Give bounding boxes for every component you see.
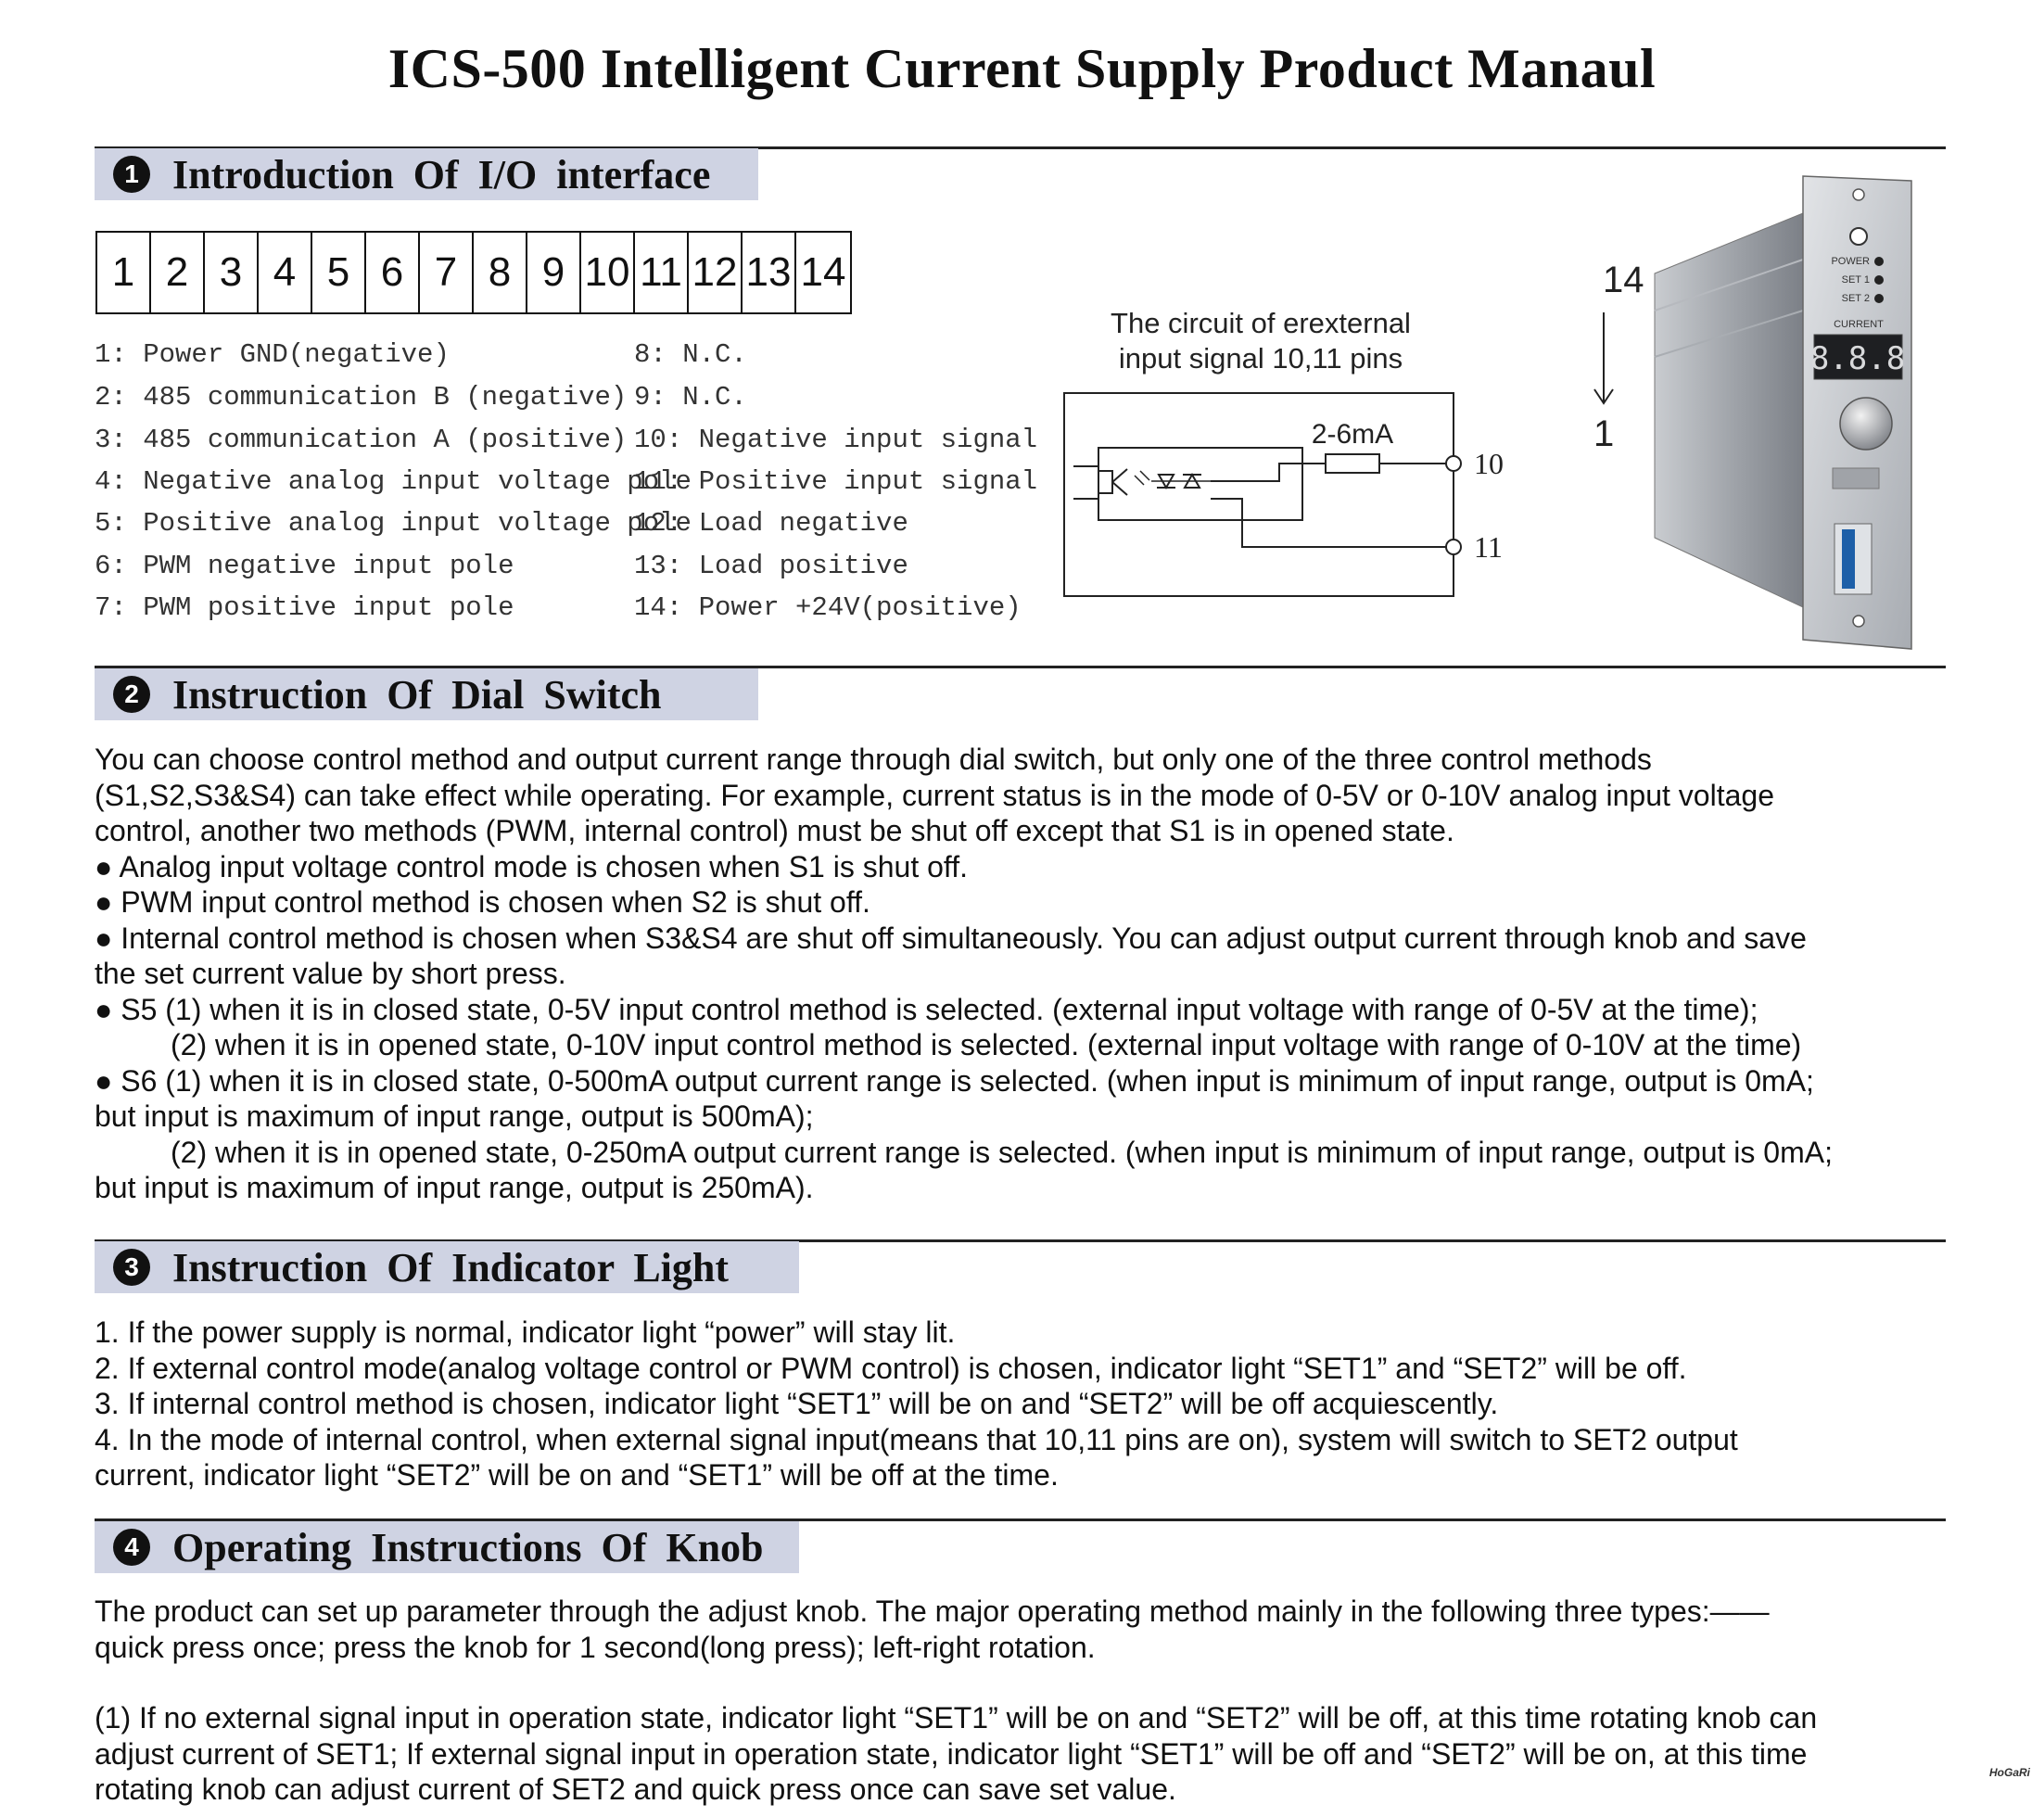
device-bottom-pin-label: 1 — [1593, 413, 1615, 454]
section-title: Operating Instructions Of Knob — [172, 1524, 764, 1570]
pin-description: 6: PWM negative input pole — [95, 551, 514, 581]
bullet-item: ● PWM input control method is chosen when S2 is shut off. — [95, 885, 870, 919]
pin-cell: 3 — [205, 233, 259, 312]
pin-cell: 12 — [689, 233, 743, 312]
section-title: Introduction Of I/O interface — [172, 151, 711, 197]
power-led-icon — [1874, 257, 1884, 266]
pin-description: 12: Load negative — [634, 508, 908, 539]
dial-switch-block — [1842, 529, 1855, 589]
current-label: CURRENT — [1834, 319, 1884, 330]
text-line: 2. If external control mode(analog voltage control or PWM control) is chosen, indicator light “SET1” and “SET2” will be off. — [95, 1351, 1687, 1385]
pin-description: 2: 485 communication B (negative) — [95, 382, 628, 413]
pin-cell: 1 — [97, 233, 151, 312]
text-line: but input is maximum of input range, output is 250mA). — [95, 1171, 814, 1204]
pin-description: 14: Power +24V(positive) — [634, 592, 1022, 623]
set2-led-label: SET 2 — [1841, 293, 1870, 304]
adjust-knob — [1840, 398, 1892, 450]
section-title: Instruction Of Indicator Light — [172, 1244, 730, 1290]
pin-cell: 6 — [366, 233, 420, 312]
text-line: (2) when it is in opened state, 0-10V input control method is selected. (external input voltage with range of 0-10V at the time) — [171, 1028, 1802, 1061]
text-line: rotating knob can adjust current of SET2 and quick press once can save set value. — [95, 1773, 1176, 1806]
text-line: (1) If no external signal input in operation state, indicator light “SET1” will be on and “SET2” will be off, at this time rotating knob can — [95, 1701, 1818, 1734]
pin-cell: 5 — [312, 233, 366, 312]
circuit-caption-line: The circuit of erexternal — [1111, 307, 1411, 339]
pin-description: 8: N.C. — [634, 339, 747, 370]
section-heading-knob — [95, 1521, 799, 1573]
text-line: control, another two methods (PWM, internal control) must be shut off except that S1 is in opened state. — [95, 814, 1454, 847]
document-title: ICS-500 Intelligent Current Supply Product Manaul — [387, 38, 1657, 99]
pin-description: 4: Negative analog input voltage pole — [95, 466, 692, 497]
pin-number-table — [95, 231, 852, 314]
dial-switch-text — [95, 742, 1949, 1206]
pin-description: 3: 485 communication A (positive) — [95, 425, 628, 455]
bullet-item: ● S5 (1) when it is in closed state, 0-5V input control method is selected. (external input voltage with range of 0-5V at the time); — [95, 992, 1758, 1026]
text-line: You can choose control method and output current range through dial switch, but only one of the three control methods — [95, 743, 1652, 776]
device-housing — [1655, 213, 1803, 607]
pin-description: 13: Load positive — [634, 551, 908, 581]
bullet-item: ● S6 (1) when it is in closed state, 0-500mA output current range is selected. (when input is minimum of input range, output is 0mA; — [95, 1063, 1814, 1098]
device-illustration — [1571, 172, 1933, 654]
model-plate — [1833, 468, 1879, 489]
indicator-light-text — [95, 1315, 1949, 1493]
spacer — [95, 1665, 1949, 1700]
pin-cell: 13 — [743, 233, 796, 312]
pin-cell: 7 — [420, 233, 474, 312]
resistor — [1326, 454, 1379, 473]
screw-icon — [1853, 189, 1864, 200]
section-heading-io — [95, 148, 758, 200]
pin-description: 1: Power GND(negative) — [95, 339, 450, 370]
circuit-drawing — [1057, 389, 1557, 603]
text-line: 4. In the mode of internal control, when external signal input(means that 10,11 pins are on), system will switch to SET2 output — [95, 1422, 1738, 1456]
section-heading-dial-switch — [95, 668, 758, 720]
corner-logo: HoGaRi — [1989, 1766, 2031, 1779]
pin-description: 11: Positive input signal — [634, 466, 1038, 497]
text-line: (S1,S2,S3&S4) can take effect while operating. For example, current status is in the mode of 0-5V or 0-10V analog input voltage — [95, 778, 1774, 812]
knob-text — [95, 1594, 1949, 1808]
text-line: quick press once; press the knob for 1 second(long press); left-right rotation. — [95, 1630, 1096, 1664]
bullet-item: ● Analog input voltage control mode is chosen when S1 is shut off. — [95, 849, 968, 883]
pin-cell: 10 — [581, 233, 635, 312]
display-digits: 8.8.8 — [1809, 340, 1906, 377]
pin-10-label: 10 — [1474, 447, 1504, 480]
circuit-caption-line: input signal 10,11 pins — [1118, 342, 1403, 375]
pin-cell: 4 — [259, 233, 312, 312]
section-number: 2 — [113, 676, 150, 713]
pin-description: 7: PWM positive input pole — [95, 592, 514, 623]
text-line: current, indicator light “SET2” will be on and “SET1” will be off at the time. — [95, 1458, 1059, 1492]
pin-cell: 14 — [800, 249, 846, 295]
brand-logo-icon — [1850, 228, 1867, 245]
text-line: 3. If internal control method is chosen, indicator light “SET1” will be on and “SET2” will be off acquiescently. — [95, 1387, 1499, 1420]
pin-cell: 11 — [635, 233, 689, 312]
section-number: 3 — [113, 1249, 150, 1286]
pin-description: 5: Positive analog input voltage pole — [95, 508, 692, 539]
text-line: but input is maximum of input range, output is 500mA); — [95, 1099, 814, 1133]
pin-cell: 9 — [527, 233, 581, 312]
circuit-caption — [1038, 306, 1483, 376]
bullet-item: ● Internal control method is chosen when S3&S4 are shut off simultaneously. You can adjust output current through knob and save — [95, 921, 1807, 955]
set1-led-icon — [1874, 275, 1884, 285]
text-line: 1. If the power supply is normal, indicator light “power” will stay lit. — [95, 1315, 956, 1349]
text-line: (2) when it is in opened state, 0-250mA output current range is selected. (when input is minimum of input range, output is 0mA; — [171, 1135, 1833, 1169]
terminal-11 — [1446, 540, 1461, 554]
set1-led-label: SET 1 — [1841, 274, 1870, 286]
set2-led-icon — [1874, 294, 1884, 303]
section-number: 4 — [113, 1529, 150, 1566]
power-led-label: POWER — [1831, 256, 1870, 267]
pin-cell: 2 — [151, 233, 205, 312]
pin-description: 10: Negative input signal — [634, 425, 1038, 455]
pin-11-label: 11 — [1474, 530, 1503, 564]
section-heading-indicator-light — [95, 1241, 799, 1293]
text-line: the set current value by short press. — [95, 957, 566, 990]
section-number: 1 — [113, 156, 150, 193]
text-line: adjust current of SET1; If external signal input in operation state, indicator light “SET1” will be off and “SET2” will be on, at this time — [95, 1736, 1808, 1771]
device-top-pin-label: 14 — [1603, 260, 1644, 300]
pin-description: 9: N.C. — [634, 382, 747, 413]
section-title: Instruction Of Dial Switch — [172, 671, 662, 718]
resistor-label: 2-6mA — [1311, 419, 1394, 450]
text-line: The product can set up parameter through the adjust knob. The major operating method mainly in the following three types:—— — [95, 1595, 1770, 1628]
terminal-10 — [1446, 456, 1461, 471]
screw-icon — [1853, 616, 1864, 627]
pin-cell: 8 — [474, 233, 527, 312]
